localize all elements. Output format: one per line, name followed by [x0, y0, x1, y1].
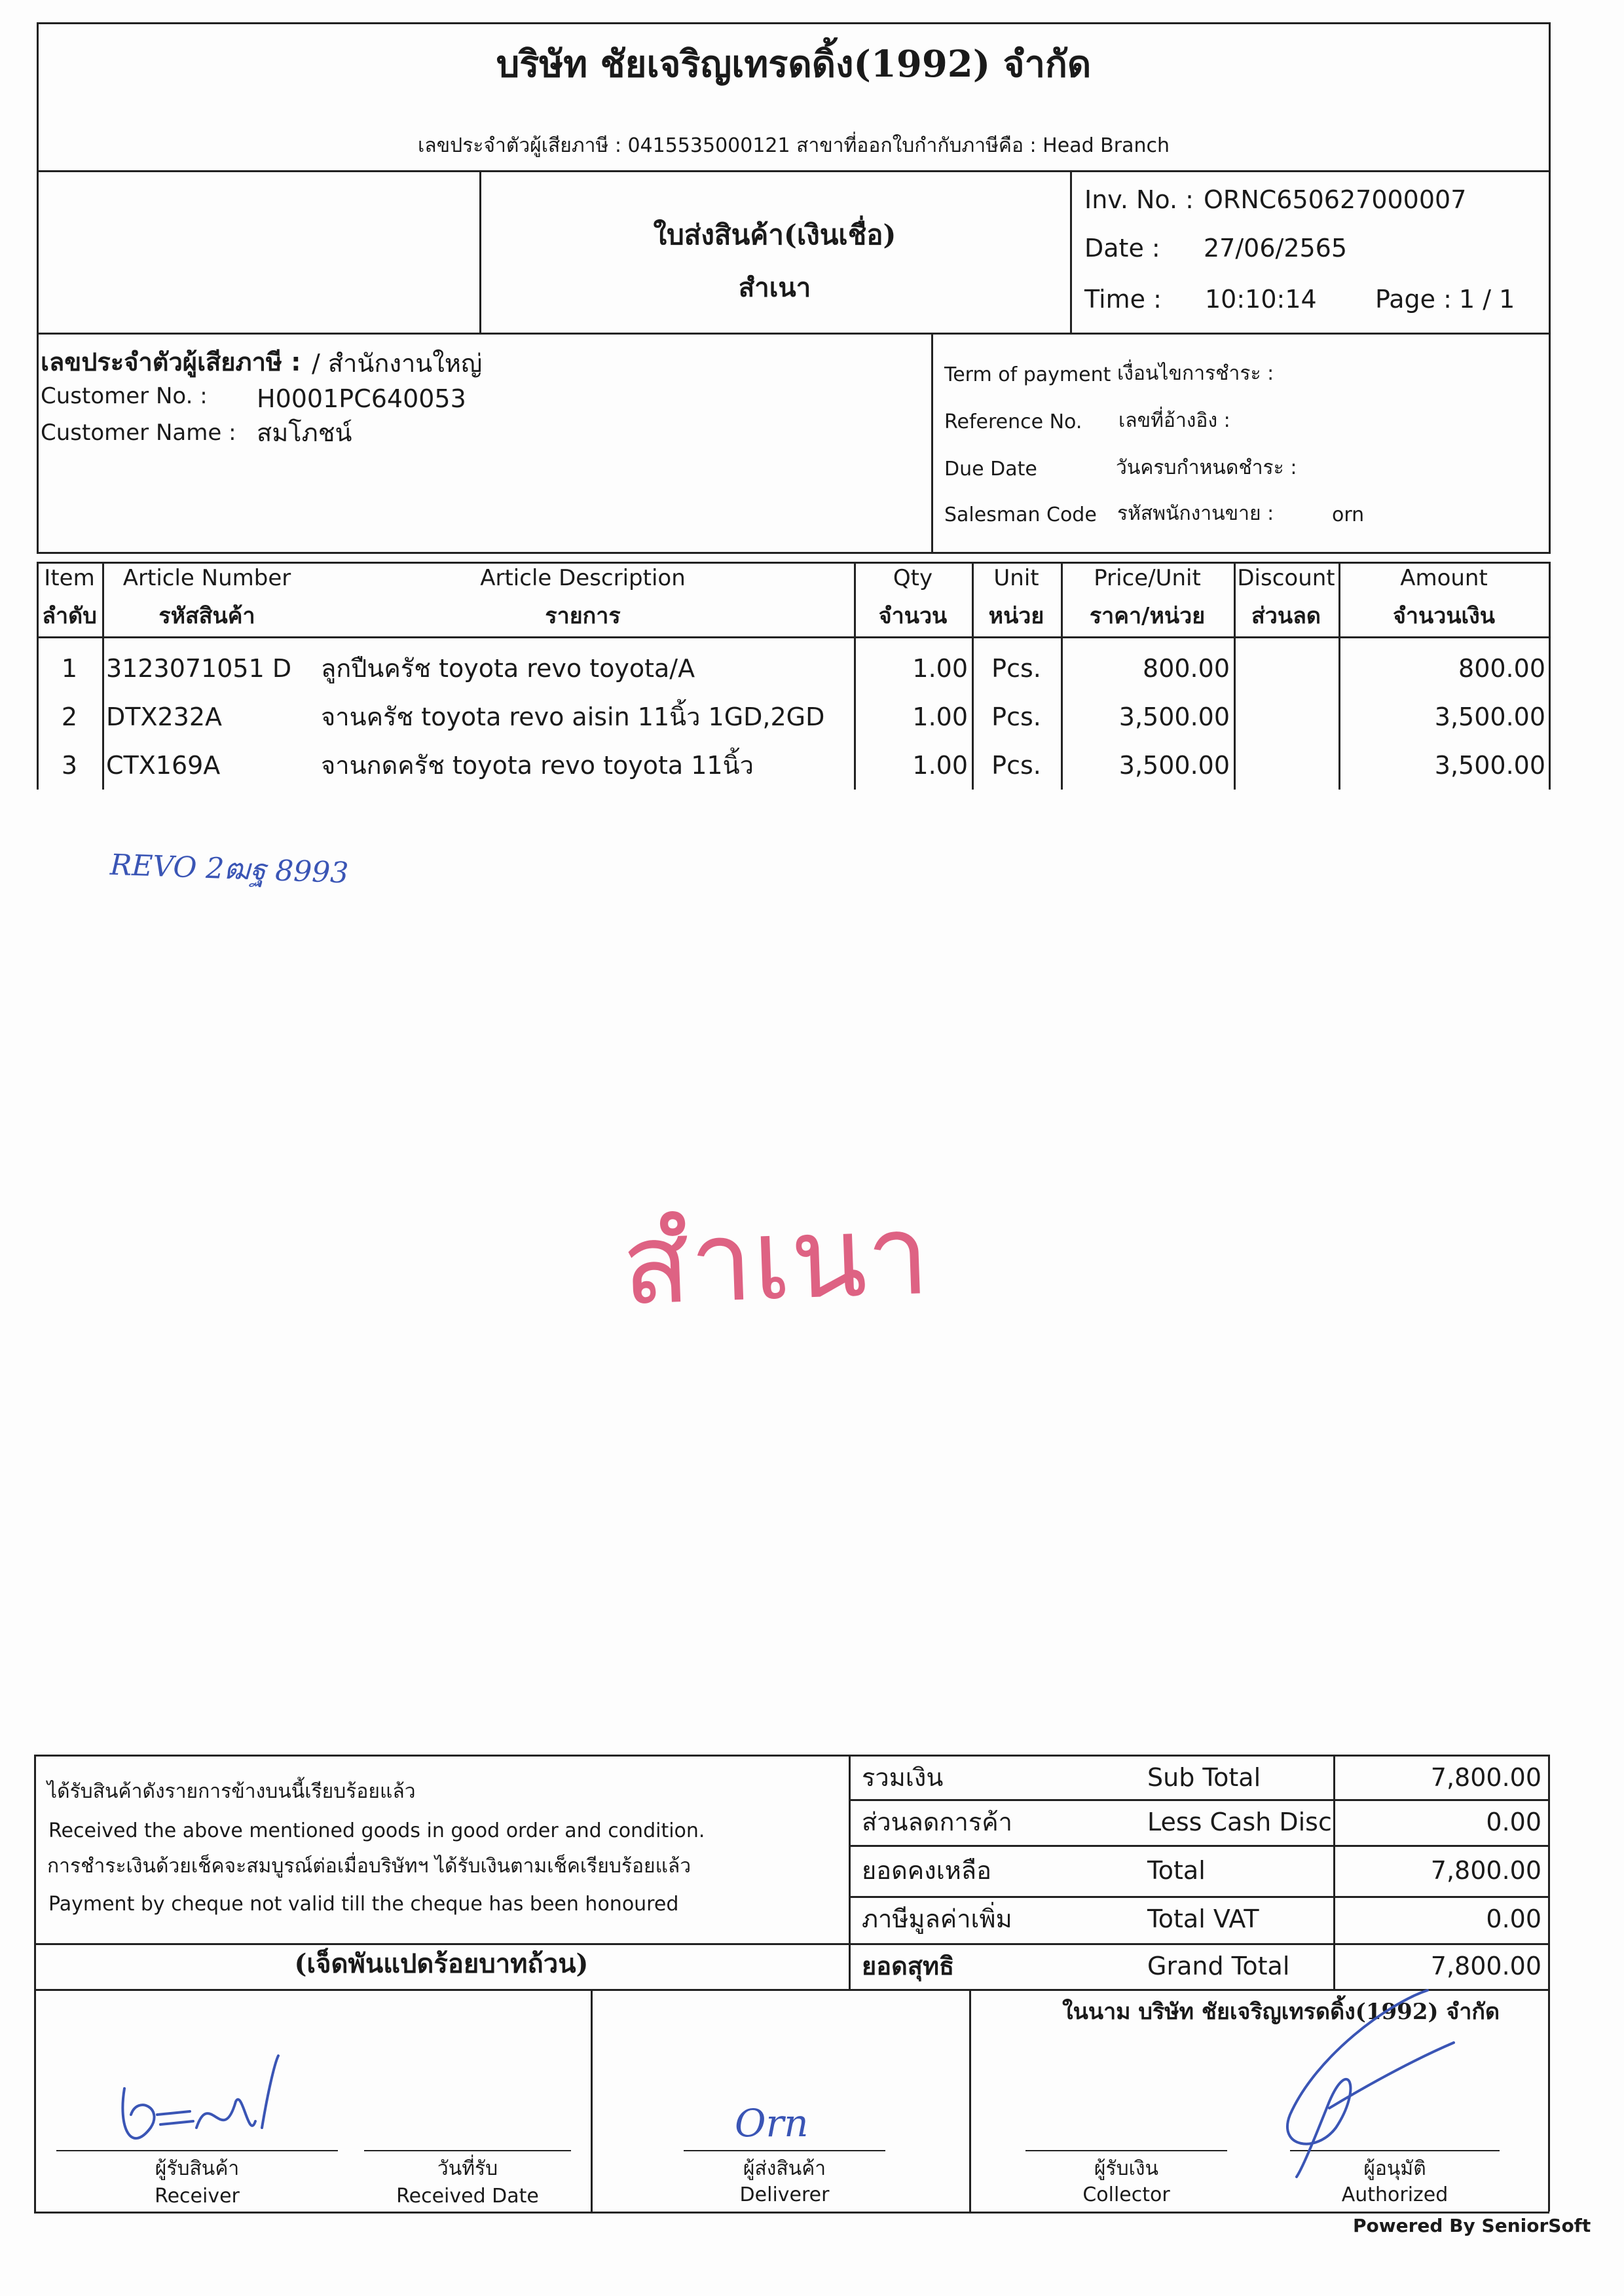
subtotal-value: 7,800.00: [1430, 1763, 1541, 1792]
cash-disc-label-th: ส่วนลดการค้า: [862, 1808, 1012, 1836]
th-article-th: รหัสสินค้า: [158, 603, 255, 629]
date-label: Date :: [1084, 234, 1160, 263]
totals-row-line-3: [849, 1896, 1549, 1898]
th-qty-th: จำนวน: [878, 603, 948, 629]
page-label: Page :: [1375, 285, 1452, 314]
th-unit-th: หน่วย: [988, 603, 1044, 629]
row-unit: Pcs.: [991, 654, 1041, 683]
th-qty-en: Qty: [893, 565, 933, 591]
collector-sign-line: [1025, 2150, 1227, 2151]
collector-label-en: Collector: [1082, 2183, 1170, 2206]
th-price-th: ราคา/หน่วย: [1089, 603, 1206, 629]
row-article: 3123071051 D: [106, 654, 292, 683]
received-date-label-th: วันที่รับ: [437, 2157, 498, 2180]
footer-top-line: [34, 1755, 1549, 1757]
customer-divider: [37, 333, 1551, 335]
row-item: 3: [61, 751, 78, 780]
vat-label-en: Total VAT: [1147, 1904, 1259, 1933]
th-discount-en: Discount: [1237, 565, 1335, 591]
customer-name: สมโภชน์: [257, 418, 352, 447]
row-unit: Pcs.: [991, 702, 1041, 731]
row-desc: จานกดครัช toyota revo toyota 11นิ้ว: [321, 751, 754, 780]
customer-tax-value: / สำนักงานใหญ่: [312, 349, 483, 378]
th-desc-en: Article Description: [480, 565, 686, 591]
due-date-label: Due Date: [944, 458, 1037, 481]
document-title: ใบส่งสินค้า(เงินเชื่อ): [653, 219, 896, 251]
footer-bottom-line: [34, 2212, 1549, 2214]
deliverer-signature: Orn: [735, 2101, 809, 2145]
receiver-signature: [111, 2049, 295, 2160]
term-payment-label: Term of payment: [944, 363, 1111, 386]
totals-row-line-1: [849, 1799, 1549, 1801]
table-col-sep-1: [102, 562, 104, 790]
header-vline-2: [1070, 170, 1072, 333]
customer-no-label: Customer No. :: [41, 383, 208, 409]
th-discount-th: ส่วนลด: [1251, 603, 1321, 629]
header-divider: [37, 170, 1551, 172]
receiver-label-en: Receiver: [155, 2185, 240, 2208]
header-vline-1: [479, 170, 481, 333]
row-price: 3,500.00: [1118, 751, 1230, 780]
total-label-th: ยอดคงเหลือ: [862, 1856, 991, 1885]
cash-disc-label-en: Less Cash Disc: [1147, 1808, 1332, 1836]
customer-tax-label: เลขประจำตัวผู้เสียภาษี :: [41, 348, 301, 376]
grand-total-label-en: Grand Total: [1147, 1952, 1290, 1980]
th-desc-th: รายการ: [545, 603, 621, 629]
customer-no: H0001PC640053: [257, 384, 466, 413]
row-price: 800.00: [1143, 654, 1230, 683]
th-amount-en: Amount: [1400, 565, 1488, 591]
row-unit: Pcs.: [991, 751, 1041, 780]
sign-sep-1: [591, 1989, 593, 2212]
handwritten-note: REVO 2ฒฐ 8993: [109, 848, 350, 890]
row-item: 1: [61, 654, 78, 683]
date-value: 27/06/2565: [1204, 234, 1348, 263]
footer-note-4: Payment by cheque not valid till the cheque has been honoured: [48, 1893, 679, 1916]
on-behalf-of: ในนาม บริษัท ชัยเจริญเทรดดิ้ง(1992) จำกัด: [1062, 1999, 1500, 2025]
footer-left-border: [34, 1755, 36, 2212]
row-desc: จานครัช toyota revo aisin 11นิ้ว 1GD,2GD: [321, 702, 825, 731]
footer-right-border: [1548, 1755, 1550, 2212]
document-copy-label: สำเนา: [738, 272, 811, 303]
grand-total-value: 7,800.00: [1430, 1952, 1541, 1980]
receiver-label-th: ผู้รับสินค้า: [155, 2157, 240, 2180]
page-value: 1 / 1: [1459, 285, 1515, 314]
table-top-line: [37, 562, 1551, 564]
footer-words-line: [34, 1943, 1549, 1945]
reference-label: Reference No.: [944, 410, 1082, 433]
authorized-signature: [1277, 1977, 1467, 2180]
company-tax-line: เลขประจำตัวผู้เสียภาษี : 0415535000121 สาขาที่ออกใบกำกับภาษีคือ : Head Branch: [418, 134, 1170, 157]
vat-label-th: ภาษีมูลค่าเพิ่ม: [862, 1904, 1012, 1933]
row-qty: 1.00: [912, 654, 968, 683]
term-payment-th: เงื่อนไขการชำระ :: [1117, 362, 1274, 385]
th-article-en: Article Number: [122, 565, 291, 591]
received-date-line: [364, 2150, 571, 2151]
row-amount: 3,500.00: [1434, 702, 1545, 731]
cash-disc-value: 0.00: [1486, 1808, 1541, 1836]
deliverer-label-en: Deliverer: [739, 2183, 830, 2206]
totals-value-border: [1333, 1755, 1335, 1989]
row-item: 2: [61, 702, 78, 731]
inv-number: ORNC650627000007: [1204, 185, 1467, 214]
row-qty: 1.00: [912, 702, 968, 731]
total-value: 7,800.00: [1430, 1856, 1541, 1885]
table-header-bottom: [37, 636, 1551, 638]
th-item-th: ลำดับ: [42, 603, 97, 629]
deliverer-sign-line: [684, 2150, 885, 2151]
due-date-th: วันครบกำหนดชำระ :: [1116, 456, 1297, 479]
table-col-sep-5: [1234, 562, 1236, 790]
received-date-label-en: Received Date: [396, 2185, 539, 2208]
th-price-en: Price/Unit: [1094, 565, 1201, 591]
th-item-en: Item: [44, 565, 95, 591]
row-amount: 3,500.00: [1434, 751, 1545, 780]
grand-total-label-th: ยอดสุทธิ: [862, 1952, 955, 1980]
copy-stamp: สำเนา: [619, 1190, 932, 1331]
inv-label: Inv. No. :: [1084, 185, 1194, 214]
subtotal-label-en: Sub Total: [1147, 1763, 1261, 1792]
customer-vline: [931, 333, 933, 554]
row-qty: 1.00: [912, 751, 968, 780]
salesman-label: Salesman Code: [944, 503, 1097, 526]
reference-th: เลขที่อ้างอิง :: [1118, 409, 1230, 432]
amount-in-words: (เจ็ดพันแปดร้อยบาทถ้วน): [294, 1948, 589, 1979]
deliverer-label-th: ผู้ส่งสินค้า: [743, 2157, 826, 2180]
th-unit-en: Unit: [993, 565, 1039, 591]
row-article: DTX232A: [106, 702, 223, 731]
salesman-th: รหัสพนักงานขาย :: [1117, 502, 1274, 525]
totals-row-line-2: [849, 1845, 1549, 1847]
totals-left-border: [849, 1755, 851, 1989]
row-desc: ลูกปืนครัช toyota revo toyota/A: [321, 654, 695, 683]
footer-note-2: Received the above mentioned goods in good order and condition.: [48, 1819, 705, 1842]
vat-value: 0.00: [1486, 1904, 1541, 1933]
sign-sep-2: [969, 1989, 971, 2212]
powered-by: Powered By SeniorSoft: [1353, 2215, 1591, 2236]
footer-note-3: การชำระเงินด้วยเช็คจะสมบูรณ์ต่อเมื่อบริษัทฯ ได้รับเงินตามเช็คเรียบร้อยแล้ว: [47, 1855, 692, 1878]
subtotal-label-th: รวมเงิน: [862, 1763, 944, 1792]
row-price: 3,500.00: [1118, 702, 1230, 731]
time-label: Time :: [1084, 285, 1162, 314]
authorized-label-en: Authorized: [1341, 2183, 1449, 2206]
salesman-value: orn: [1332, 503, 1365, 526]
collector-label-th: ผู้รับเงิน: [1094, 2157, 1159, 2180]
time-value: 10:10:14: [1205, 285, 1317, 314]
company-name: บริษัท ชัยเจริญเทรดดิ้ง(1992) จำกัด: [496, 43, 1092, 86]
footer-note-1: ได้รับสินค้าดังรายการข้างบนนี้เรียบร้อยแล้ว: [47, 1780, 416, 1803]
authorized-label-th: ผู้อนุมัติ: [1363, 2157, 1426, 2180]
table-right-border: [1549, 562, 1551, 790]
th-amount-th: จำนวนเงิน: [1392, 603, 1496, 629]
row-article: CTX169A: [106, 751, 221, 780]
total-label-en: Total: [1147, 1856, 1206, 1885]
row-amount: 800.00: [1458, 654, 1545, 683]
customer-name-label: Customer Name :: [41, 420, 236, 446]
